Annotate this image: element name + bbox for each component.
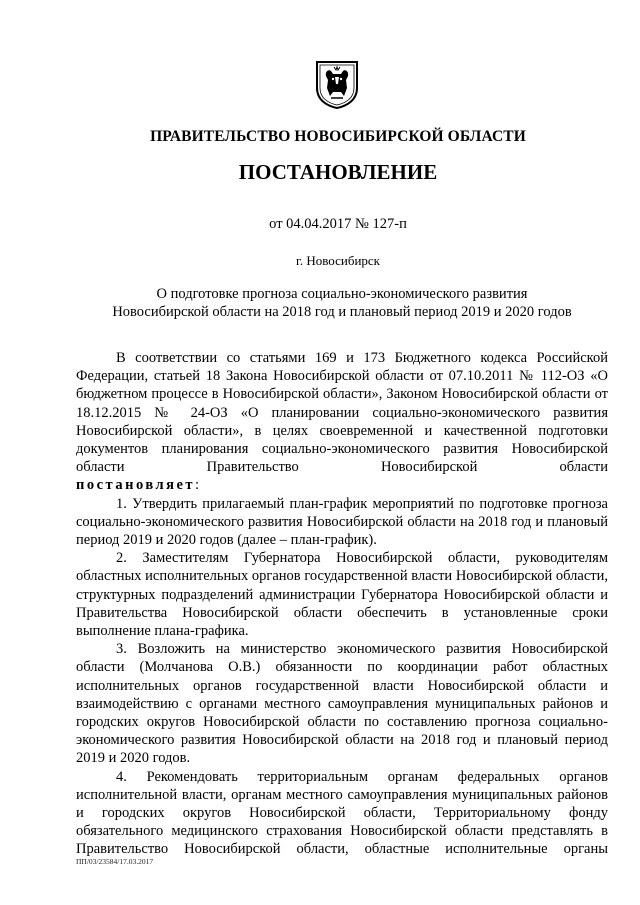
decree-word: постановляет	[76, 477, 196, 494]
paragraph-2: 2. Заместителям Губернатора Новосибирской области, руководителям областных исполнительных органов государственной власти Новосибирской области, структурных подразделений администрации Губернатора Новосибирской области и Правительства Новосибирской области обеспечить в установленные сроки выполнение плана-графика.	[76, 550, 608, 640]
document-body	[76, 349, 608, 859]
decree-line	[76, 476, 608, 494]
document-subject	[76, 285, 608, 321]
document-type: ПОСТАНОВЛЕНИЕ	[238, 160, 438, 184]
city: г. Новосибирск	[295, 253, 380, 268]
date-and-number: от 04.04.2017 № 127-п	[269, 216, 407, 232]
paragraph-3: 3. Возложить на министерство экономического развития Новосибирской области (Молчанова О.В.) обязанности по координации работ областных исполнительных органов государственной власти Новосибирской области и взаимодействию с органами местного самоуправления муниципальных районов и городских округов Новосибирской области по составлению прогноза социально-экономического развития Новосибирской области на 2018 год и плановый период 2019 и 2020 годов.	[76, 641, 608, 767]
paragraph-1: 1. Утвердить прилагаемый план-график мероприятий по подготовке прогноза социально-экономического развития Новосибирской области на 2018 год и плановый период 2019 и 2020 годов (далее – план-график).	[76, 495, 608, 549]
organization-title: ПРАВИТЕЛЬСТВО НОВОСИБИРСКОЙ ОБЛАСТИ	[150, 128, 526, 145]
footer-code: ПП/03/23584/17.03.2017	[76, 857, 154, 866]
preamble-text: В соответствии со статьями 169 и 173 Бюджетного кодекса Российской Федерации, статьей 18 Закона Новосибирской области от 07.10.2011 № 112-ОЗ «О бюджетном процессе в Новосибирской области», Законом Новосибирской области от 18.12.2015 № 24-ОЗ «О планировании социально-экономического развития Новосибирской области», в целях своевременной и качественной подготовки документов планирования социально-экономического развития Новосибирской области Правительство Новосибирской области	[76, 350, 608, 476]
subject-line-2: Новосибирской области на 2018 год и плановый период 2019 и 2020 годов	[112, 304, 572, 320]
decree-colon: :	[195, 477, 200, 494]
preamble-paragraph	[76, 349, 608, 476]
coat-of-arms-icon	[311, 58, 363, 110]
subject-line-1: О подготовке прогноза социально-экономического развития	[156, 286, 528, 302]
paragraph-4: 4. Рекомендовать территориальным органам федеральных органов исполнительной власти, органам местного самоуправления муниципальных районов и городских округов Новосибирской области, Территориальному фонду обязательного медицинского страхования Новосибирской области представлять в Правительство Новосибирской области, областные исполнительные органы	[76, 768, 608, 858]
